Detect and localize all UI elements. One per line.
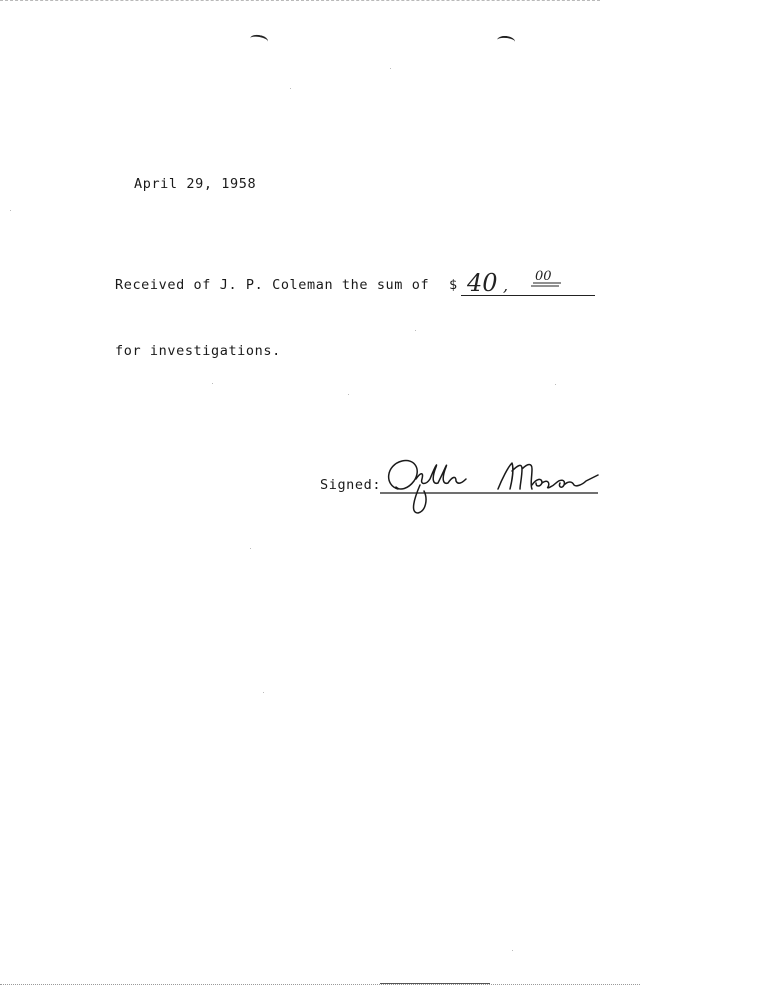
receipt-date: April 29, 1958 — [134, 176, 257, 192]
hole-punch-mark-left — [249, 34, 268, 47]
hole-punch-mark-right — [497, 35, 516, 47]
signature-field — [380, 455, 605, 520]
paper-speck — [290, 88, 291, 89]
bottom-edge-rule — [0, 984, 640, 985]
paper-speck — [512, 950, 513, 951]
amount-cents: 00 — [535, 269, 552, 284]
received-from-text: Received of J. P. Coleman the sum of — [115, 277, 430, 293]
handwritten-signature — [380, 455, 605, 520]
paper-speck — [10, 210, 11, 211]
amount-underline — [461, 295, 595, 296]
paper-speck — [348, 394, 349, 395]
bottom-edge-mark — [380, 983, 490, 984]
signed-label: Signed: — [320, 477, 382, 493]
paper-speck — [390, 68, 391, 69]
signature-first-name-stroke — [389, 461, 466, 513]
signature-last-name-stroke — [498, 463, 598, 489]
paper-speck — [250, 548, 251, 549]
amount-field — [449, 266, 595, 298]
top-edge-rule — [0, 0, 600, 1]
paper-speck — [263, 692, 264, 693]
dollar-sign: $ — [449, 277, 458, 293]
purpose-text: for investigations. — [115, 343, 281, 359]
paper-speck — [212, 383, 213, 384]
amount-whole: 40 — [467, 269, 498, 296]
amount-separator: , — [503, 276, 509, 295]
paper-speck — [555, 384, 556, 385]
paper-speck — [415, 330, 416, 331]
handwritten-amount — [465, 266, 575, 296]
